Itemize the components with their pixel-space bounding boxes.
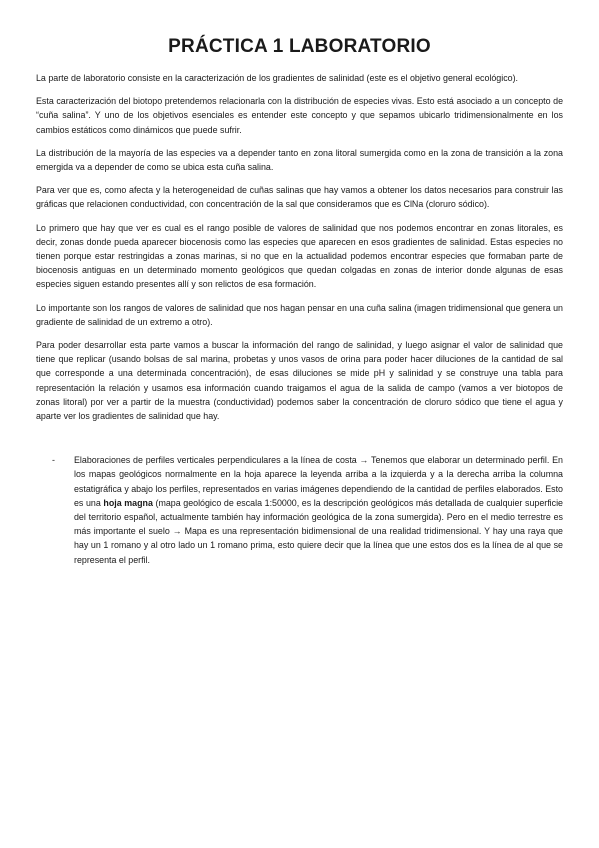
- bullet-marker: -: [52, 455, 55, 466]
- bullet-list: [36, 453, 563, 567]
- bullet-bold-term: hoja magna: [103, 497, 153, 508]
- paragraph-objective: La parte de laboratorio consiste en la caracterización de los gradientes de salinidad (este es el objetivo general ecológico).: [36, 73, 519, 83]
- paragraph-methodology: Para poder desarrollar esta parte vamos a buscar la información del rango de salinidad, y luego asignar el valor de salinidad que tiene que replicar (usando bolsas de sal marina, probetas y unos vasos de orina para poder hacer diluciones de la cantidad de sal que corresponde a una determinada concentración), de esas diluciones se mide pH y salinidad y se construye una tabla para representación la relación y usamos esa información cuando traigamos el agua de la salida de campo (vamos a ver biotopos de zonas litoral) por ver a partir de la muestra (conductividad) podemos saber la concentración de cloruro sódico que tiene el agua y aparte ver los gradientes de salinidad que hay.: [36, 340, 563, 422]
- page-title: PRÁCTICA 1 LABORATORIO: [168, 36, 431, 57]
- bullet-text-part1: Elaboraciones de perfiles verticales perpendiculares a la línea de costa → Tenemos que elaborar un determinado perfil. En los mapas geológicos normalmente en la hoja aparece la leyenda arriba a la izquierda y a la derecha arriba la columna estatigráfica y abajo los perfiles, representados en varias imágenes dependiendo de la cantidad de perfiles elaborados. Esto es una: [74, 455, 563, 508]
- paragraph-salinity-range: Lo primero que hay que ver es cual es el rango posible de valores de salinidad que nos podemos encontrar en zonas litorales, es decir, zonas donde pueda aparecer biocenosis como las especies que aparecen en esos gradientes de salinidad. Estas especies no tienen porque estar restringidas a zonas marinas, si no que en la actualidad podemos encontrar especies que formaban parte de biocenosis antiguas en un determinado momento geológicos que quedan colgadas en zonas de interior donde algunas de esas especies siguen estando presentes allí y son relictos de esa formación.: [36, 222, 563, 290]
- paragraph-conductivity: Para ver que es, como afecta y la heterogeneidad de cuñas salinas que hay vamos a obtener los datos necesarios para construir las gráficas que relacionen conductividad, con concentración de la sal que consideramos que es ClNa (cloruro sódico).: [36, 185, 563, 210]
- paragraph-biotope: Esta caracterización del biotopo pretendemos relacionarla con la distribución de especies vivas. Esto está asociado a un concepto de “cuña salina”. Y uno de los objetivos esenciales es entender este concepto y que sepamos ubicarlo tridimensionalmente en los cambios estáticos como dinámicos que puede sufrir.: [36, 96, 563, 135]
- paragraph-salt-wedge: Lo importante son los rangos de valores de salinidad que nos hagan pensar en una cuña salina (imagen tridimensional que genera un gradiente de salinidad de un extremo a otro).: [36, 302, 563, 327]
- list-item: [36, 453, 563, 567]
- paragraph-species-distribution: La distribución de la mayoría de las especies va a depender tanto en zona litoral sumergida como en la zona de transición a la zona emergida va a depender de como se ubica esta cuña salina.: [36, 147, 563, 173]
- bullet-text-part2: (mapa geológico de escala 1:50000, es la descripción geológicos más detallada de cualquier superficie del territorio español, actualmente también hay información geológica de la zona sumergida). Pero en el medio terrestre es más importante el suelo → Mapa es una representación bidimensional de una realidad tridimensional. Y hay una raya que hay un 1 romano y al otro lado un 1 romano prima, esto quiere decir que la línea que une estos dos es la línea de al que se representa el perfil.: [74, 497, 563, 565]
